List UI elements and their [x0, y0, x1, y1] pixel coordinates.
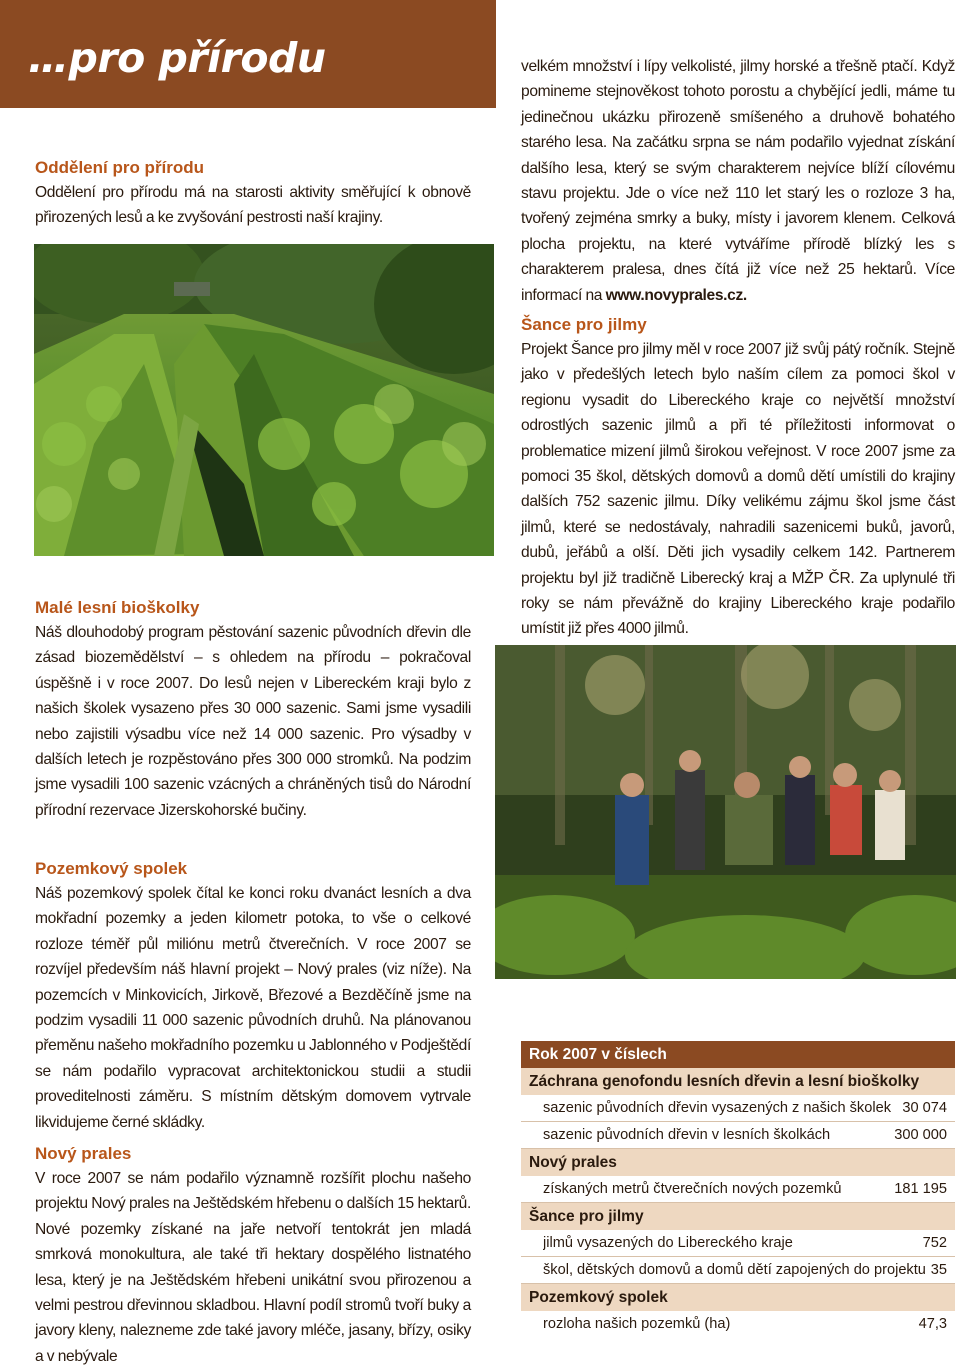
stats-row-value: 30 074 [902, 1100, 947, 1116]
header-band [0, 0, 496, 108]
forest-children-photo [495, 645, 956, 979]
stats-row [521, 1257, 955, 1284]
section-spolek [35, 857, 471, 1135]
section-bioskolky [35, 596, 471, 823]
section-text-bioskolky: Náš dlouhodobý program pěstování sazenic původních dřevin dle zásad biozemědělství – s ohledem na přírodu – pokračoval úspěšně i v roce 2007. Do lesů nejen v Libereckém kraji bylo z našich školek vysazeno přes 30 000 sazenic. Sami jsme vysadili nebo zajistili výsadbu více než 14 000 sazenic. Pro výsadby v dalších letech je rozpěstováno přes 300 000 stromků. Na podzim jsme vysadili 100 sazenic vzácných a chráněných tisů do Národní přírodní rezervace Jizerskohorské bučiny. [35, 624, 471, 819]
stats-row [521, 1176, 955, 1203]
prales-continued-text: velkém množství i lípy velkolisté, jilmy horské a třešně ptačí. Když pomineme stejnověkost tohoto porostu a chybějící jedli, máme tu jedinečnou ukázku přirozeně smíšeného a druhově bohatého starého lesa. Na začátku srpna se nám podařilo vyjednat získání dalšího lesa, který se svým charakterem nejvíce blíží cílovému stavu projektu. Jde o více než 110 let starý les o rozloze 3 ha, tvořený zejména smrky a buky, místy i javorem klenem. Celková plocha projektu, na které vytváříme přírodě blízký les s charakterem pralesa, dnes čítá již více než 25 hektarů. Více informací na [521, 58, 955, 304]
website-link[interactable]: www.novyprales.cz. [605, 286, 747, 304]
section-heading-bioskolky: Malé lesní bioškolky [35, 598, 200, 617]
section-heading-prales: Nový prales [35, 1144, 132, 1163]
stats-row-label: sazenic původních dřevin vysazených z našich školek [543, 1100, 891, 1116]
nursery-photo [34, 244, 494, 556]
stats-row [521, 1230, 955, 1257]
stats-title: Rok 2007 v číslech [521, 1041, 955, 1068]
section-text-jilmy: Projekt Šance pro jilmy měl v roce 2007 již svůj pátý ročník. Stejně jako v předešlých letech bylo naším cílem za pomoci škol v regionu vysadit do Libereckého kraje co největší množství odrostlých sazenic jilmů a při té příležitosti informovat o problematice mizení jilmů širokou veřejnost. V roce 2007 jsme za pomoci 35 škol, dětských domovů a domů dětí umístili do krajiny dalších 752 sazenic jilmu. Díky velikému zájmu škol jsme část jilmů, které se nedostávaly, nahradili sazenicemi buků, javorů, dubů, jeřábů a olší. Děti jich vysadily celkem 142. Partnerem projektu byl již tradičně Liberecký kraj a MŽP ČR. Za uplynulé tři roky se nám převážně do krajiny Libereckého kraje podařilo umístit již přes 4000 jilmů. [521, 341, 955, 638]
section-text-spolek: Náš pozemkový spolek čítal ke konci roku dvanáct lesních a dva mokřadní pozemky a jeden kilometr potoka, to vše o celkové rozloze téměř půl miliónu metrů čtverečních. V roce 2007 se rozvíjel především náš hlavní projekt – Nový prales (viz níže). Na pozemcích v Minkovicích, Jirkově, Březové a Bezděčíně jsme na podzim vysadili 11 000 sazenic původních druhů. Na plánovanou přeměnu našeho mokřadního pozemku u Jablonného v Podještědí se nám podařilo vypracovat architektonickou studii a studii proveditelnosti záměru. S místním dětským domovem vytrvale likvidujeme černé skládky. [35, 885, 471, 1131]
section-prales [35, 1142, 471, 1369]
stats-row-label: jilmů vysazených do Libereckého kraje [543, 1235, 793, 1251]
section-heading-oddeleni: Oddělení pro přírodu [35, 158, 205, 177]
stats-row-value: 752 [922, 1235, 947, 1251]
stats-group-heading: Záchrana genofondu lesních dřevin a lesní bioškolky [521, 1068, 955, 1095]
stats-row-value: 47,3 [918, 1316, 947, 1332]
stats-row-label: rozloha našich pozemků (ha) [543, 1316, 731, 1332]
stats-row-label: sazenic původních dřevin v lesních školkách [543, 1127, 831, 1143]
section-text-oddeleni: Oddělení pro přírodu má na starosti aktivity směřující k obnově přirozených lesů a ke zvyšování pestrosti naší krajiny. [35, 184, 471, 227]
section-prales-continued [521, 54, 955, 308]
stats-row [521, 1122, 955, 1149]
stats-row-label: škol, dětských domovů a domů dětí zapojených do projektu [543, 1262, 926, 1278]
stats-row [521, 1095, 955, 1122]
section-heading-spolek: Pozemkový spolek [35, 859, 188, 878]
section-jilmy [521, 313, 955, 642]
stats-group-heading: Pozemkový spolek [521, 1284, 955, 1311]
stats-table [521, 1041, 955, 1337]
stats-row [521, 1311, 955, 1337]
section-text-prales: V roce 2007 se nám podařilo významně rozšířit plochu našeho projektu Nový prales na Ještědském hřebenu o dalších 15 hektarů. Nové pozemky získané na jaře netvoří tentokrát jen mladá smrková monokultura, ale také tři hektary dospělého listnatého lesa, který je na Ještědském hřebeni unikátní svou přirozenou a velmi pestrou dřevinnou skladbou. Hlavní podíl stromů tvoří buky a javory kleny, nalezneme zde také javory mléče, jasany, břízy, osiky a v nebývale [35, 1170, 471, 1365]
page-title: …pro přírodu [28, 34, 326, 82]
section-heading-jilmy: Šance pro jilmy [521, 315, 647, 334]
stats-row-label: získaných metrů čtverečních nových pozemků [543, 1181, 842, 1197]
stats-group-heading: Nový prales [521, 1149, 955, 1176]
section-text-prales-continued [521, 54, 955, 308]
stats-row-value: 300 000 [894, 1127, 947, 1143]
stats-group-heading: Šance pro jilmy [521, 1203, 955, 1230]
section-oddeleni [35, 156, 471, 231]
stats-row-value: 35 [930, 1262, 947, 1278]
stats-row-value: 181 195 [894, 1181, 947, 1197]
